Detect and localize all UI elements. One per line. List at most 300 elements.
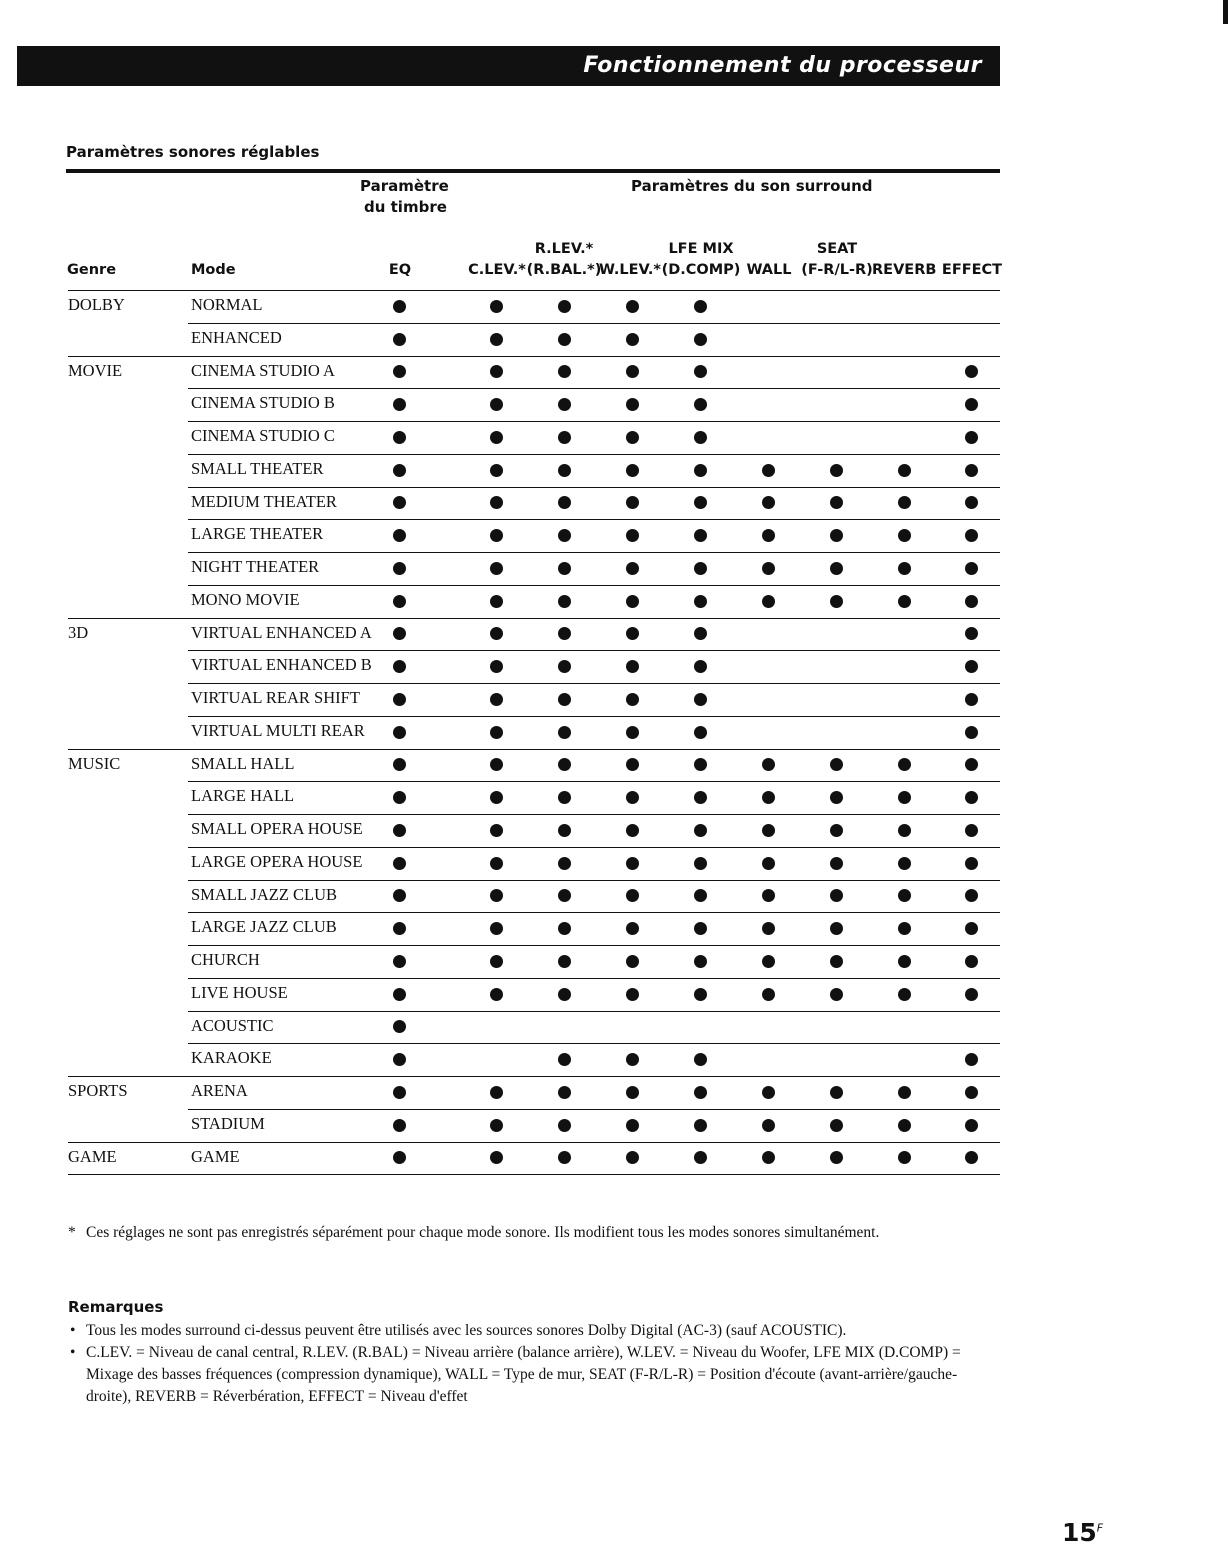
remarks-title: Remarques xyxy=(68,1298,164,1316)
dot-eq xyxy=(393,693,406,706)
dot-lfe xyxy=(694,922,707,935)
footnote xyxy=(68,1222,918,1244)
dot-effect xyxy=(965,889,978,902)
dot-rlev xyxy=(558,496,571,509)
dot-wlev xyxy=(626,660,639,673)
dot-rlev xyxy=(558,365,571,378)
dot-eq xyxy=(393,660,406,673)
mode-label: SMALL OPERA HOUSE xyxy=(191,819,363,838)
mode-label: ACOUSTIC xyxy=(191,1015,274,1035)
dot-eq xyxy=(393,398,406,411)
dot-clev xyxy=(490,955,503,968)
col-header-eq: EQ xyxy=(388,262,412,278)
dot-lfe xyxy=(694,1086,707,1099)
dot-lfe xyxy=(694,955,707,968)
dot-eq xyxy=(393,857,406,870)
dot-wlev xyxy=(626,988,639,1001)
dot-effect xyxy=(965,595,978,608)
col-header-lfe-line-1: LFE MIX xyxy=(668,241,734,257)
row-rule xyxy=(188,421,1000,422)
dot-reverb xyxy=(898,824,911,837)
dot-effect xyxy=(965,627,978,640)
row-rule xyxy=(188,1109,1000,1110)
dot-eq xyxy=(393,595,406,608)
dot-eq xyxy=(393,496,406,509)
dot-wall xyxy=(762,1086,775,1099)
dot-eq xyxy=(393,464,406,477)
header-bottom-rule xyxy=(68,290,1000,291)
dot-lfe xyxy=(694,726,707,739)
dot-eq xyxy=(393,791,406,804)
dot-rlev xyxy=(558,693,571,706)
dot-lfe xyxy=(694,1053,707,1066)
col-header-wlev: W.LEV.* xyxy=(599,262,661,278)
row-rule xyxy=(188,945,1000,946)
dot-effect xyxy=(965,365,978,378)
dot-effect xyxy=(965,955,978,968)
dot-lfe xyxy=(694,333,707,346)
dot-effect xyxy=(965,562,978,575)
dot-rlev xyxy=(558,1053,571,1066)
dot-wlev xyxy=(626,496,639,509)
dot-lfe xyxy=(694,562,707,575)
mode-label: CHURCH xyxy=(191,950,260,969)
row-rule xyxy=(188,519,1000,520)
page-number xyxy=(1062,1518,1103,1547)
dot-eq xyxy=(393,1053,406,1066)
dot-eq xyxy=(393,955,406,968)
dot-lfe xyxy=(694,1151,707,1164)
dot-wlev xyxy=(626,693,639,706)
row-rule xyxy=(188,1011,1000,1012)
dot-reverb xyxy=(898,791,911,804)
dot-clev xyxy=(490,1086,503,1099)
dot-clev xyxy=(490,791,503,804)
dot-wlev xyxy=(626,529,639,542)
dot-eq xyxy=(393,726,406,739)
dot-rlev xyxy=(558,1151,571,1164)
dot-effect xyxy=(965,1119,978,1132)
dot-lfe xyxy=(694,464,707,477)
dot-wlev xyxy=(626,1053,639,1066)
mode-label: LARGE JAZZ CLUB xyxy=(191,917,337,937)
dot-eq xyxy=(393,627,406,640)
mode-label: MEDIUM THEATER xyxy=(191,491,337,511)
dot-wall xyxy=(762,824,775,837)
dot-eq xyxy=(393,365,406,378)
mode-label: VIRTUAL REAR SHIFT xyxy=(191,688,360,707)
dot-clev xyxy=(490,922,503,935)
col-header-lfe xyxy=(660,239,742,281)
dot-effect xyxy=(965,857,978,870)
col-header-effect: EFFECT xyxy=(941,262,1003,278)
mode-label: ENHANCED xyxy=(191,327,282,347)
col-header-seat-line-1: SEAT xyxy=(816,241,858,257)
mode-label: VIRTUAL ENHANCED A xyxy=(191,622,372,642)
dot-rlev xyxy=(558,955,571,968)
group-separator-rule xyxy=(68,1076,1000,1077)
mode-label: NORMAL xyxy=(191,295,263,314)
dot-lfe xyxy=(694,431,707,444)
page-number-value: 15 xyxy=(1062,1518,1097,1547)
dot-rlev xyxy=(558,529,571,542)
dot-wlev xyxy=(626,431,639,444)
dot-reverb xyxy=(898,988,911,1001)
dot-rlev xyxy=(558,889,571,902)
dot-effect xyxy=(965,1086,978,1099)
timbre-header-line-2: du timbre xyxy=(364,198,447,216)
dot-reverb xyxy=(898,1119,911,1132)
dot-lfe xyxy=(694,857,707,870)
genre-label: MOVIE xyxy=(68,360,123,380)
dot-reverb xyxy=(898,922,911,935)
dot-reverb xyxy=(898,758,911,771)
remark-item xyxy=(68,1342,998,1408)
dot-wall xyxy=(762,791,775,804)
dot-wlev xyxy=(626,791,639,804)
dot-effect xyxy=(965,791,978,804)
dot-wlev xyxy=(626,1151,639,1164)
dot-lfe xyxy=(694,627,707,640)
page-number-suffix: F xyxy=(1096,1521,1104,1535)
dot-wall xyxy=(762,529,775,542)
dot-effect xyxy=(965,726,978,739)
dot-reverb xyxy=(898,529,911,542)
genre-label: 3D xyxy=(68,622,89,642)
row-rule xyxy=(188,487,1000,488)
dot-clev xyxy=(490,1119,503,1132)
dot-eq xyxy=(393,300,406,313)
dot-effect xyxy=(965,496,978,509)
mode-label: CINEMA STUDIO C xyxy=(191,426,335,445)
remark-text: C.LEV. = Niveau de canal central, R.LEV. (R.BAL) = Niveau arrière (balance arrière), W.LEV. = Niveau du Woofer, LFE MIX (D.COMP) = Mixage des basses fréquences (compression dynamique), WALL = Type de mur, SEAT (F-R/L-R) = Position d'écoute (avant-arrière/gauche-droite), REVERB = Réverbération, EFFECT = Niveau d'effet xyxy=(86,1344,961,1405)
dot-wall xyxy=(762,496,775,509)
dot-rlev xyxy=(558,988,571,1001)
mode-label: GAME xyxy=(191,1146,240,1166)
row-rule xyxy=(188,454,1000,455)
dot-wlev xyxy=(626,365,639,378)
dot-reverb xyxy=(898,464,911,477)
dot-wall xyxy=(762,889,775,902)
dot-lfe xyxy=(694,693,707,706)
dot-clev xyxy=(490,1151,503,1164)
dot-clev xyxy=(490,824,503,837)
section-title: Paramètres sonores réglables xyxy=(66,143,320,161)
group-separator-rule xyxy=(68,1142,1000,1143)
dot-reverb xyxy=(898,496,911,509)
mode-label: LARGE THEATER xyxy=(191,524,324,544)
dot-lfe xyxy=(694,496,707,509)
row-rule xyxy=(188,781,1000,782)
table-top-rule xyxy=(66,169,1000,173)
dot-rlev xyxy=(558,1119,571,1132)
dot-wlev xyxy=(626,955,639,968)
dot-clev xyxy=(490,562,503,575)
dot-wlev xyxy=(626,922,639,935)
dot-rlev xyxy=(558,464,571,477)
dot-clev xyxy=(490,300,503,313)
group-separator-rule xyxy=(68,618,1000,619)
dot-eq xyxy=(393,758,406,771)
dot-rlev xyxy=(558,726,571,739)
dot-eq xyxy=(393,922,406,935)
col-header-mode: Mode xyxy=(191,262,236,278)
dot-wall xyxy=(762,1151,775,1164)
mode-label: VIRTUAL MULTI REAR xyxy=(191,720,365,740)
dot-wall xyxy=(762,464,775,477)
dot-seat xyxy=(830,1119,843,1132)
dot-rlev xyxy=(558,922,571,935)
mode-label: VIRTUAL ENHANCED B xyxy=(191,655,372,675)
dot-lfe xyxy=(694,824,707,837)
dot-seat xyxy=(830,988,843,1001)
row-rule xyxy=(188,683,1000,684)
dot-clev xyxy=(490,398,503,411)
mode-label: MONO MOVIE xyxy=(191,589,300,609)
dot-seat xyxy=(830,922,843,935)
dot-effect xyxy=(965,824,978,837)
dot-eq xyxy=(393,333,406,346)
row-rule xyxy=(188,388,1000,389)
dot-wall xyxy=(762,922,775,935)
mode-label: ARENA xyxy=(191,1081,248,1100)
dot-rlev xyxy=(558,857,571,870)
dot-seat xyxy=(830,758,843,771)
mode-label: CINEMA STUDIO A xyxy=(191,360,335,380)
dot-effect xyxy=(965,529,978,542)
dot-reverb xyxy=(898,562,911,575)
mode-label: SMALL HALL xyxy=(191,753,295,773)
dot-wall xyxy=(762,988,775,1001)
genre-label: GAME xyxy=(68,1146,117,1166)
dot-eq xyxy=(393,1119,406,1132)
dot-reverb xyxy=(898,955,911,968)
dot-seat xyxy=(830,529,843,542)
dot-clev xyxy=(490,889,503,902)
page-header-bar xyxy=(17,46,1000,86)
dot-lfe xyxy=(694,791,707,804)
dot-clev xyxy=(490,431,503,444)
dot-clev xyxy=(490,857,503,870)
genre-label: DOLBY xyxy=(68,295,125,314)
row-rule xyxy=(188,814,1000,815)
mode-label: STADIUM xyxy=(191,1113,265,1133)
col-header-rlev-line-2: (R.BAL.*) xyxy=(526,262,602,278)
col-header-clev: C.LEV.* xyxy=(468,262,526,278)
dot-wlev xyxy=(626,889,639,902)
group-separator-rule xyxy=(68,749,1000,750)
dot-seat xyxy=(830,857,843,870)
dot-wlev xyxy=(626,300,639,313)
dot-rlev xyxy=(558,333,571,346)
dot-seat xyxy=(830,496,843,509)
dot-lfe xyxy=(694,300,707,313)
header-title: Fonctionnement du processeur xyxy=(583,53,982,78)
row-rule xyxy=(188,323,1000,324)
group-separator-rule xyxy=(68,356,1000,357)
row-rule xyxy=(188,880,1000,881)
dot-rlev xyxy=(558,431,571,444)
row-rule xyxy=(188,912,1000,913)
row-rule xyxy=(188,1043,1000,1044)
row-rule xyxy=(188,847,1000,848)
dot-effect xyxy=(965,758,978,771)
page-edge-mark xyxy=(1223,0,1228,24)
mode-label: KARAOKE xyxy=(191,1048,272,1068)
dot-seat xyxy=(830,562,843,575)
dot-clev xyxy=(490,660,503,673)
footnote-text: Ces réglages ne sont pas enregistrés séparément pour chaque mode sonore. Ils modifient tous les modes sonores simultanément. xyxy=(86,1224,880,1241)
mode-label: LIVE HOUSE xyxy=(191,982,288,1002)
dot-eq xyxy=(393,824,406,837)
dot-eq xyxy=(393,431,406,444)
col-header-rlev-line-1: R.LEV.* xyxy=(534,241,594,257)
row-rule xyxy=(188,650,1000,651)
dot-eq xyxy=(393,562,406,575)
col-header-rlev xyxy=(522,239,606,281)
dot-rlev xyxy=(558,300,571,313)
dot-clev xyxy=(490,595,503,608)
dot-clev xyxy=(490,529,503,542)
dot-wlev xyxy=(626,1119,639,1132)
dot-eq xyxy=(393,889,406,902)
row-rule xyxy=(188,552,1000,553)
dot-effect xyxy=(965,1053,978,1066)
dot-clev xyxy=(490,726,503,739)
dot-wall xyxy=(762,1119,775,1132)
dot-lfe xyxy=(694,365,707,378)
dot-wlev xyxy=(626,562,639,575)
dot-wlev xyxy=(626,824,639,837)
remark-text: Tous les modes surround ci-dessus peuvent être utilisés avec les sources sonores Dolby Digital (AC-3) (sauf ACOUSTIC). xyxy=(86,1322,847,1339)
dot-lfe xyxy=(694,529,707,542)
dot-seat xyxy=(830,1151,843,1164)
dot-rlev xyxy=(558,398,571,411)
col-header-lfe-line-2: (D.COMP) xyxy=(661,262,741,278)
dot-clev xyxy=(490,758,503,771)
col-header-seat xyxy=(798,239,876,281)
col-header-genre: Genre xyxy=(67,262,117,278)
dot-eq xyxy=(393,1086,406,1099)
dot-rlev xyxy=(558,791,571,804)
dot-effect xyxy=(965,464,978,477)
dot-eq xyxy=(393,529,406,542)
group-separator-rule xyxy=(68,1174,1000,1175)
dot-seat xyxy=(830,791,843,804)
dot-rlev xyxy=(558,660,571,673)
dot-seat xyxy=(830,824,843,837)
col-header-reverb: REVERB xyxy=(872,262,937,278)
dot-lfe xyxy=(694,1119,707,1132)
dot-seat xyxy=(830,1086,843,1099)
dot-lfe xyxy=(694,889,707,902)
dot-wlev xyxy=(626,857,639,870)
surround-group-header: Paramètres du son surround xyxy=(631,177,873,195)
mode-label: NIGHT THEATER xyxy=(191,557,320,576)
dot-effect xyxy=(965,398,978,411)
mode-label: SMALL THEATER xyxy=(191,458,324,478)
dot-reverb xyxy=(898,1086,911,1099)
dot-wall xyxy=(762,857,775,870)
row-rule xyxy=(188,716,1000,717)
dot-clev xyxy=(490,333,503,346)
dot-clev xyxy=(490,693,503,706)
dot-wlev xyxy=(626,464,639,477)
dot-effect xyxy=(965,693,978,706)
row-rule xyxy=(188,585,1000,586)
dot-wlev xyxy=(626,758,639,771)
dot-wlev xyxy=(626,398,639,411)
timbre-group-header xyxy=(360,176,449,218)
dot-wlev xyxy=(626,333,639,346)
dot-rlev xyxy=(558,1086,571,1099)
dot-seat xyxy=(830,595,843,608)
dot-lfe xyxy=(694,988,707,1001)
dot-rlev xyxy=(558,758,571,771)
dot-reverb xyxy=(898,1151,911,1164)
dot-seat xyxy=(830,889,843,902)
dot-effect xyxy=(965,988,978,1001)
mode-label: CINEMA STUDIO B xyxy=(191,393,335,413)
dot-effect xyxy=(965,431,978,444)
dot-clev xyxy=(490,627,503,640)
dot-wlev xyxy=(626,595,639,608)
col-header-wall: WALL xyxy=(746,262,792,278)
mode-label: LARGE HALL xyxy=(191,786,295,806)
dot-lfe xyxy=(694,660,707,673)
dot-rlev xyxy=(558,595,571,608)
dot-eq xyxy=(393,1020,406,1033)
dot-wall xyxy=(762,562,775,575)
dot-effect xyxy=(965,1151,978,1164)
timbre-header-line-1: Paramètre xyxy=(360,177,449,195)
dot-reverb xyxy=(898,857,911,870)
mode-label: SMALL JAZZ CLUB xyxy=(191,884,338,904)
dot-reverb xyxy=(898,595,911,608)
bullet-icon: • xyxy=(70,1344,76,1361)
dot-clev xyxy=(490,365,503,378)
bullet-icon: • xyxy=(70,1322,76,1339)
dot-wall xyxy=(762,758,775,771)
dot-clev xyxy=(490,464,503,477)
dot-wlev xyxy=(626,627,639,640)
dot-lfe xyxy=(694,595,707,608)
dot-wall xyxy=(762,595,775,608)
genre-label: MUSIC xyxy=(68,753,121,773)
dot-clev xyxy=(490,988,503,1001)
footnote-marker: * xyxy=(68,1224,76,1241)
remark-item xyxy=(68,1320,998,1342)
dot-wlev xyxy=(626,1086,639,1099)
row-rule xyxy=(188,978,1000,979)
dot-eq xyxy=(393,1151,406,1164)
dot-wlev xyxy=(626,726,639,739)
dot-seat xyxy=(830,955,843,968)
dot-seat xyxy=(830,464,843,477)
dot-rlev xyxy=(558,627,571,640)
remarks-list xyxy=(68,1320,998,1408)
dot-effect xyxy=(965,922,978,935)
dot-eq xyxy=(393,988,406,1001)
dot-reverb xyxy=(898,889,911,902)
col-header-seat-line-2: (F-R/L-R) xyxy=(801,262,873,278)
dot-lfe xyxy=(694,398,707,411)
dot-lfe xyxy=(694,758,707,771)
dot-wall xyxy=(762,955,775,968)
dot-rlev xyxy=(558,824,571,837)
dot-effect xyxy=(965,660,978,673)
dot-clev xyxy=(490,496,503,509)
